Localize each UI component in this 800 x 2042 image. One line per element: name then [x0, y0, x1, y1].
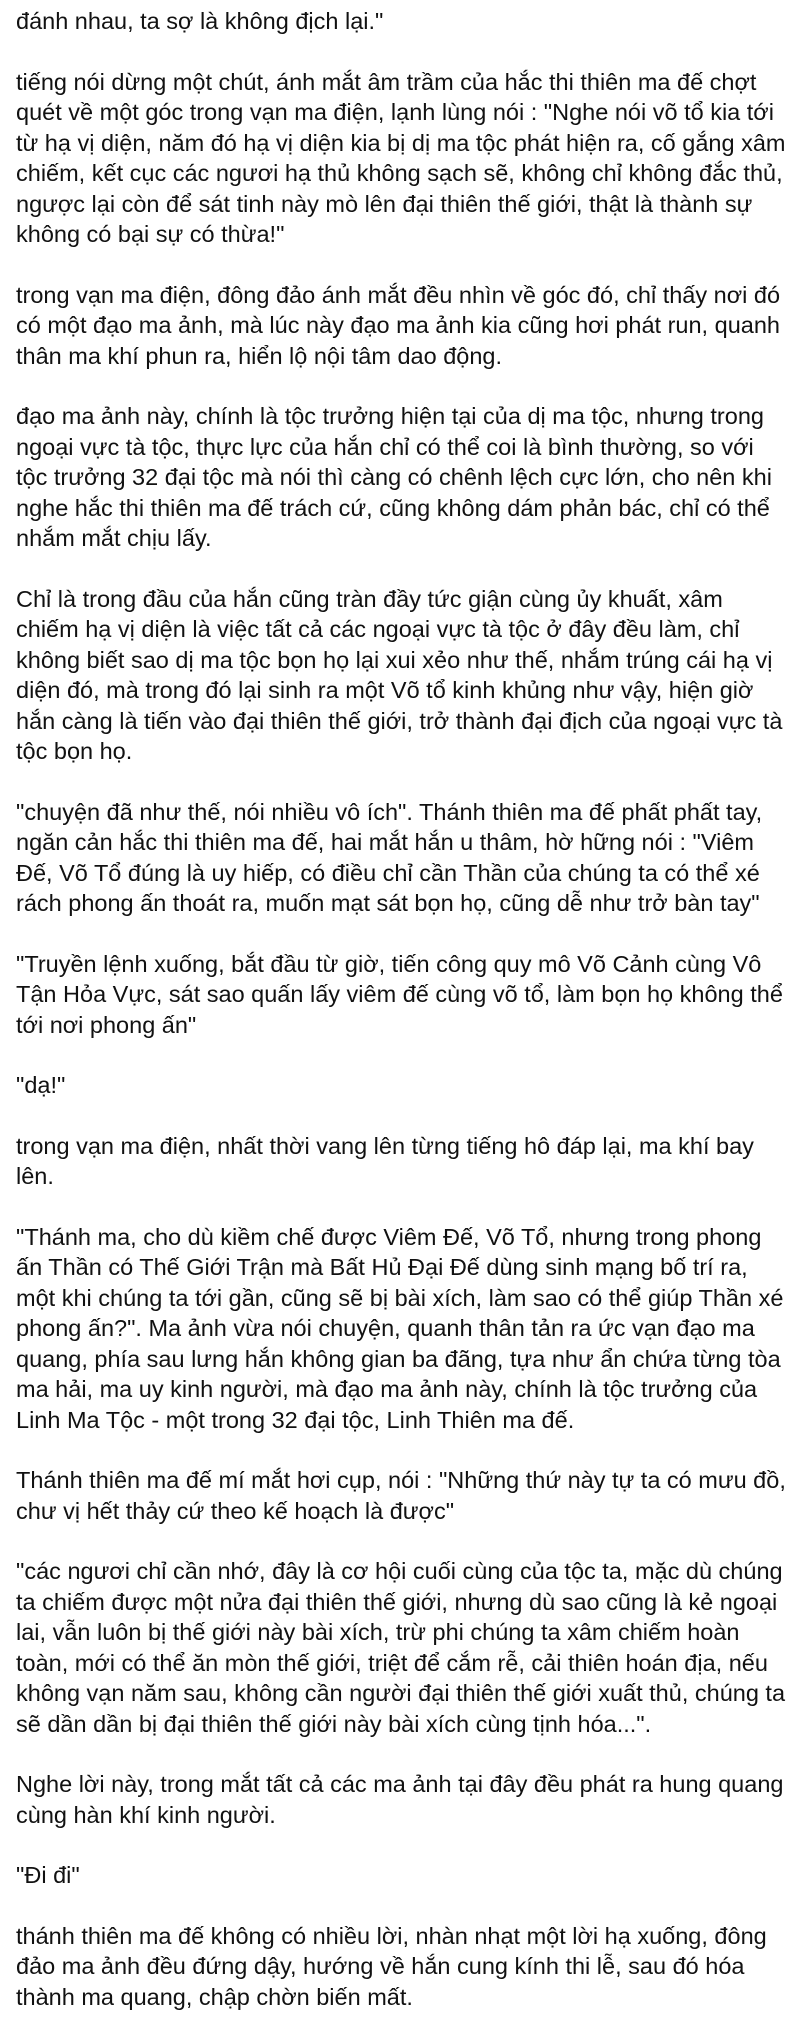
paragraph: Nghe lời này, trong mắt tất cả các ma ảnh tại đây đều phát ra hung quang cùng hàn khí kinh người.	[16, 1771, 784, 1828]
paragraph: trong vạn ma điện, đông đảo ánh mắt đều nhìn về góc đó, chỉ thấy nơi đó có một đạo ma ảnh, mà lúc này đạo ma ảnh kia cũng hơi phát run, quanh thân ma khí phun ra, hiển lộ nội tâm dao động.	[16, 281, 781, 369]
paragraph: trong vạn ma điện, nhất thời vang lên từng tiếng hô đáp lại, ma khí bay lên.	[16, 1132, 754, 1189]
paragraph: "dạ!"	[16, 1072, 66, 1098]
paragraph: đạo ma ảnh này, chính là tộc trưởng hiện tại của dị ma tộc, nhưng trong ngoại vực tà tộc, thực lực của hắn chỉ có thể coi là bình thường, so với tộc trưởng 32 đại tộc mà nói thì càng có chênh lệch cực lớn, cho nên khi nghe hắc thi thiên ma đế trách cứ, cũng không dám phản bác, chỉ có thể nhắm mắt chịu lấy.	[16, 403, 772, 551]
paragraph: đánh nhau, ta sợ là không địch lại."	[16, 8, 384, 34]
paragraph: Thánh thiên ma đế mí mắt hơi cụp, nói : "Những thứ này tự ta có mưu đồ, chư vị hết thảy cứ theo kế hoạch là được"	[16, 1467, 786, 1524]
paragraph: tiếng nói dừng một chút, ánh mắt âm trầm của hắc thi thiên ma đế chợt quét về một góc trong vạn ma điện, lạnh lùng nói : "Nghe nói võ tổ kia tới từ hạ vị diện, năm đó hạ vị diện kia bị dị ma tộc phát hiện ra, cố gắng xâm chiếm, kết cục các ngươi hạ thủ không sạch sẽ, không chỉ không đắc thủ, ngược lại còn để sát tinh này mò lên đại thiên thế giới, thật là thành sự không có bại sự có thừa!"	[16, 68, 786, 247]
paragraph: "Đi đi"	[16, 1862, 80, 1888]
story-text	[16, 6, 786, 2042]
paragraph: "Thánh ma, cho dù kiềm chế được Viêm Đế, Võ Tổ, nhưng trong phong ấn Thần có Thế Giới Trận mà Bất Hủ Đại Đế dùng sinh mạng bố trí ra, một khi chúng ta tới gần, cũng sẽ bị bài xích, làm sao có thể giúp Thần xé phong ấn?". Ma ảnh vừa nói chuyện, quanh thân tản ra ức vạn đạo ma quang, phía sau lưng hắn không gian ba đãng, tựa như ẩn chứa từng tòa ma hải, ma uy kinh người, mà đạo ma ảnh này, chính là tộc trưởng của Linh Ma Tộc - một trong 32 đại tộc, Linh Thiên ma đế.	[16, 1223, 784, 1433]
paragraph: "các ngươi chỉ cần nhớ, đây là cơ hội cuối cùng của tộc ta, mặc dù chúng ta chiếm được một nửa đại thiên thế giới, nhưng dù sao cũng là kẻ ngoại lai, vẫn luôn bị thế giới này bài xích, trừ phi chúng ta xâm chiếm hoàn toàn, mới có thể ăn mòn thế giới, triệt để cắm rễ, cải thiên hoán địa, nếu không vạn năm sau, không cần người đại thiên thế giới xuất thủ, chúng ta sẽ dần dần bị đại thiên thế giới này bài xích cùng tịnh hóa...".	[16, 1558, 786, 1737]
paragraph: "chuyện đã như thế, nói nhiều vô ích". Thánh thiên ma đế phất phất tay, ngăn cản hắc thi thiên ma đế, hai mắt hắn u thâm, hờ hững nói : "Viêm Đế, Võ Tổ đúng là uy hiếp, có điều chỉ cần Thần của chúng ta có thể xé rách phong ấn thoát ra, muốn mạt sát bọn họ, cũng dễ như trở bàn tay"	[16, 798, 763, 916]
paragraph: "Truyền lệnh xuống, bắt đầu từ giờ, tiến công quy mô Võ Cảnh cùng Vô Tận Hỏa Vực, sát sao quấn lấy viêm đế cùng võ tổ, làm bọn họ không thể tới nơi phong ấn"	[16, 950, 783, 1038]
paragraph: thánh thiên ma đế không có nhiều lời, nhàn nhạt một lời hạ xuống, đông đảo ma ảnh đều đứng dậy, hướng về hắn cung kính thi lễ, sau đó hóa thành ma quang, chập chờn biến mất.	[16, 1922, 767, 2010]
paragraph: Chỉ là trong đầu của hắn cũng tràn đầy tức giận cùng ủy khuất, xâm chiếm hạ vị diện là việc tất cả các ngoại vực tà tộc ở đây đều làm, chỉ không biết sao dị ma tộc bọn họ lại xui xẻo như thế, nhắm trúng cái hạ vị diện đó, mà trong đó lại sinh ra một Võ tổ kinh khủng như vậy, hiện giờ hắn càng là tiến vào đại thiên thế giới, trở thành đại địch của ngoại vực tà tộc bọn họ.	[16, 585, 783, 764]
